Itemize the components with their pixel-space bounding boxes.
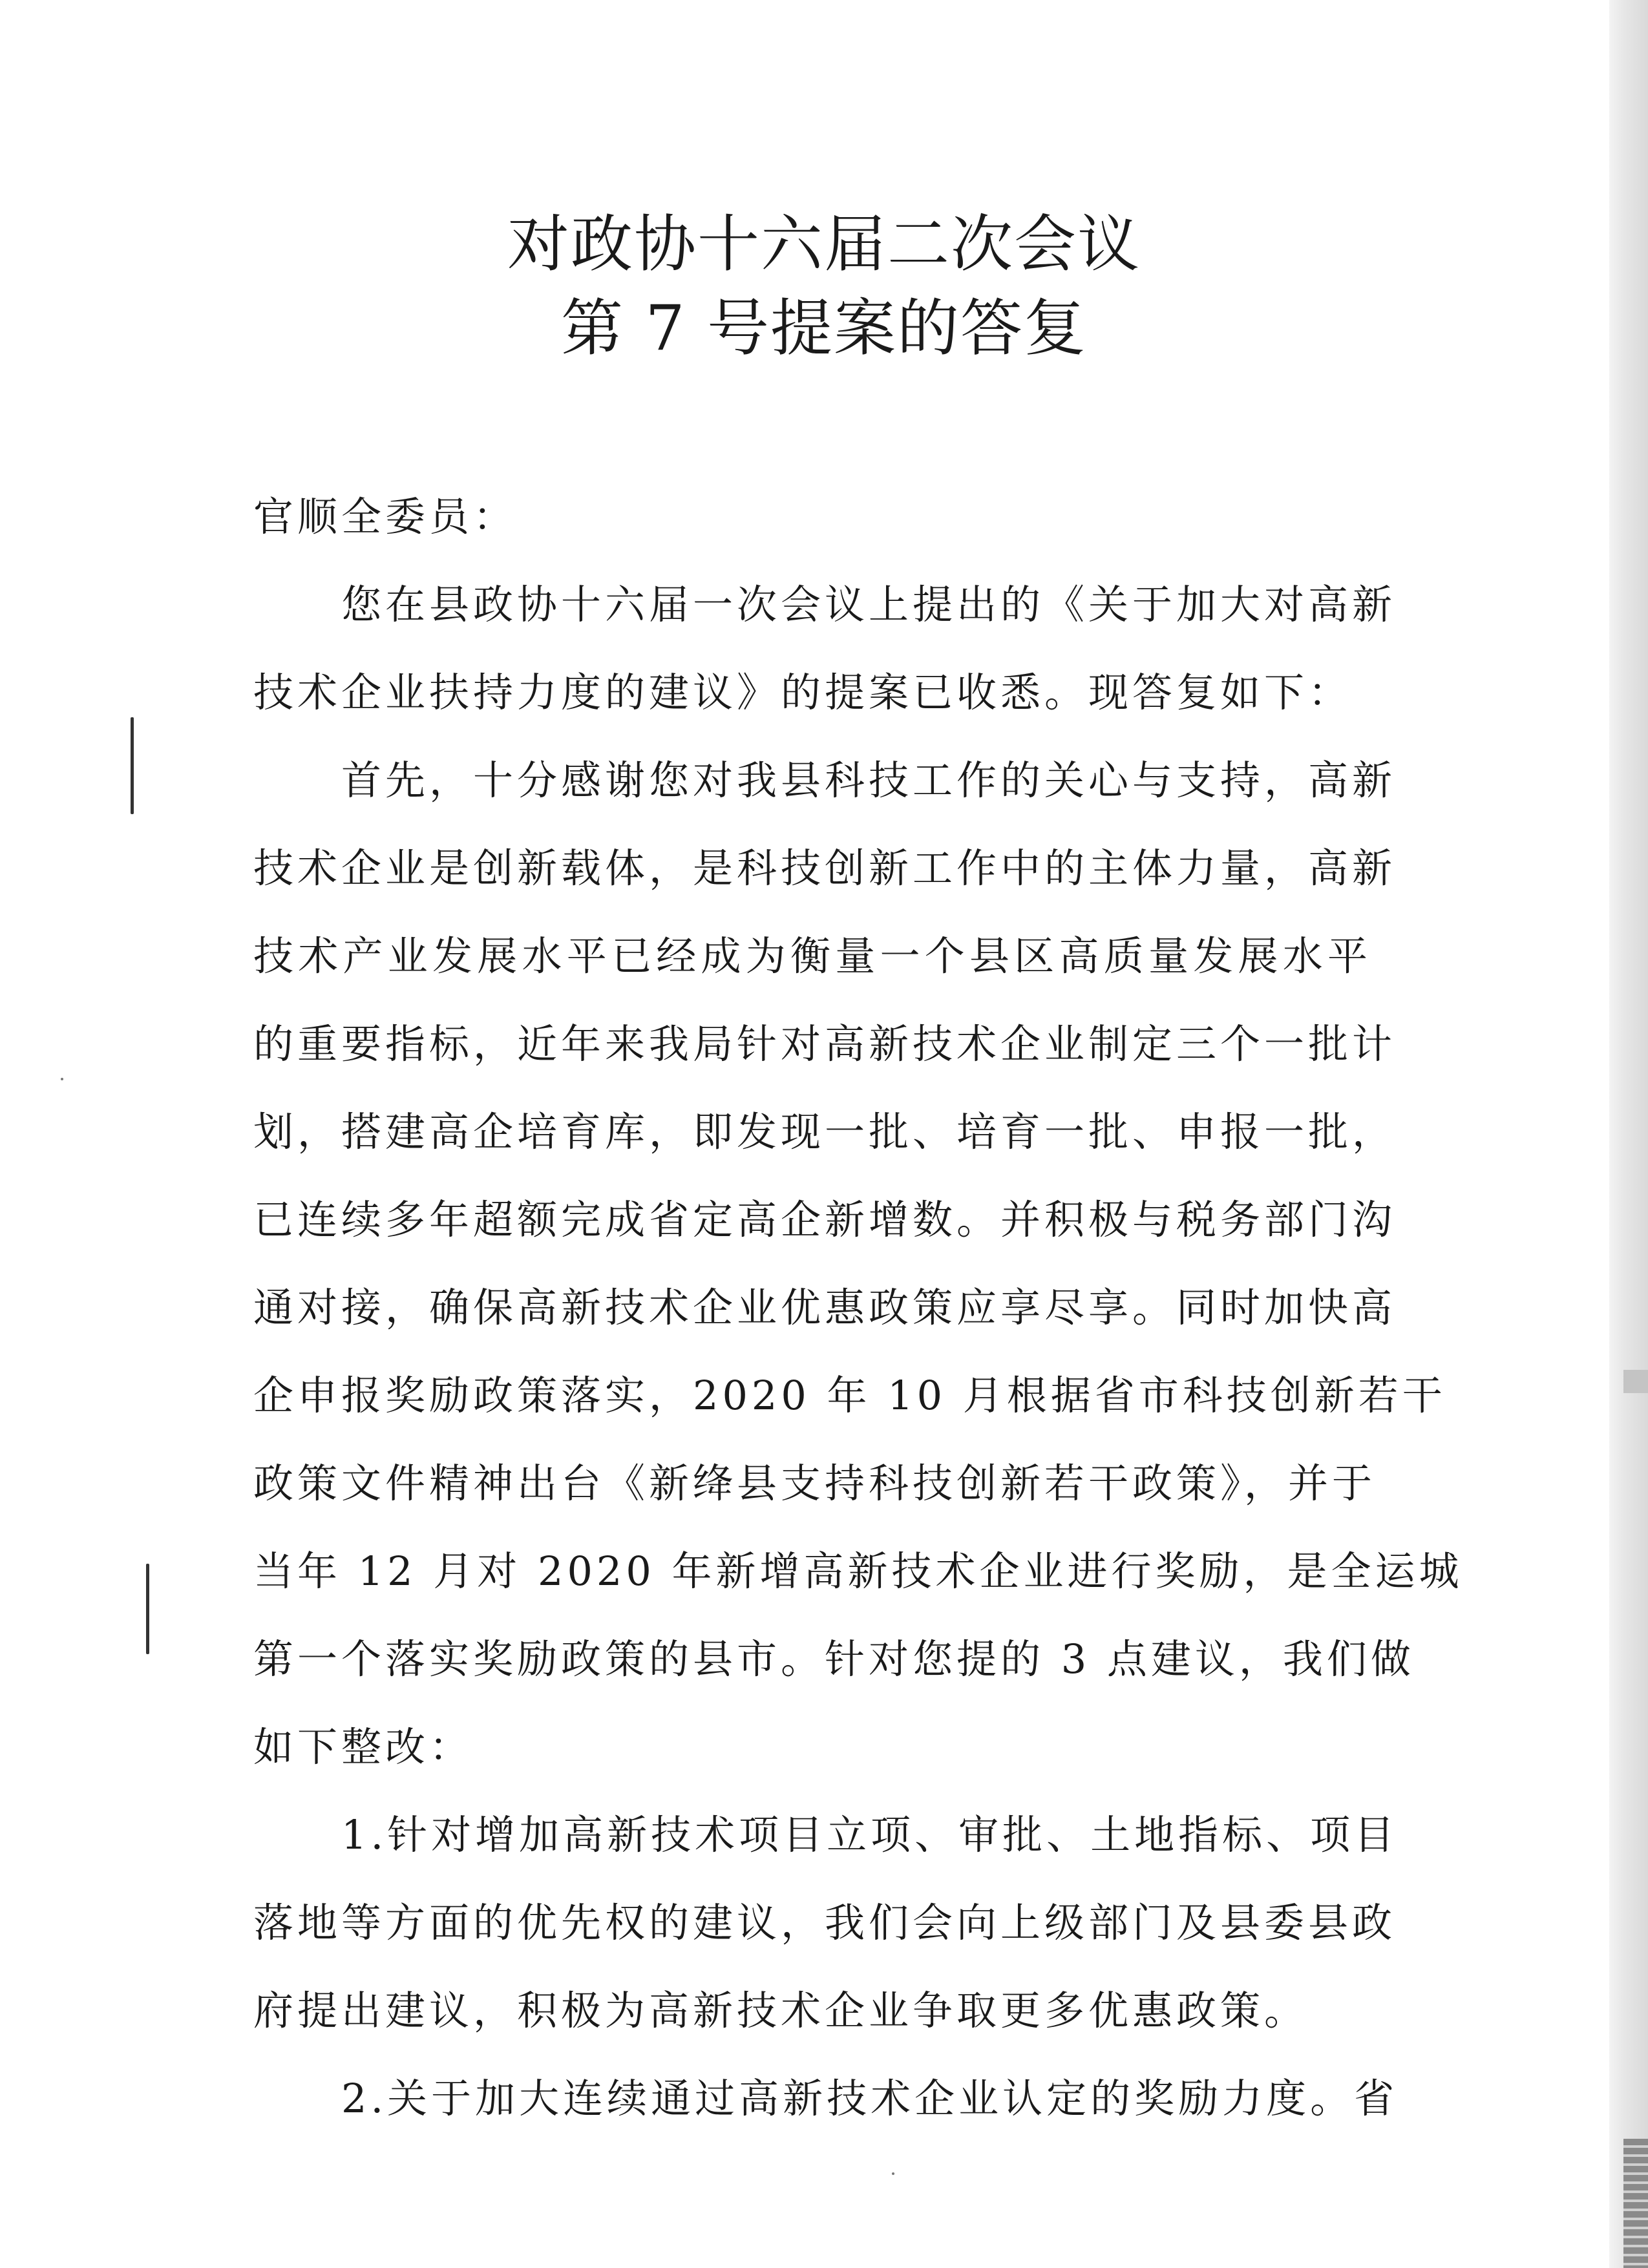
- body-line: 技术产业发展水平已经成为衡量一个县区高质量发展水平: [253, 932, 1371, 980]
- body-line: 落地等方面的优先权的建议，我们会向上级部门及县委县政: [253, 1899, 1397, 1946]
- scanner-edge-mark: [1623, 1370, 1648, 1393]
- body-line: 的重要指标，近年来我局针对高新技术企业制定三个一批计: [253, 1020, 1397, 1067]
- body-line: 政策文件精神出台《新绛县支持科技创新若干政策》，并于: [253, 1460, 1377, 1507]
- binder-mark-bottom: [146, 1564, 149, 1654]
- body-line: 通对接，确保高新技术企业优惠政策应享尽享。同时加快高: [253, 1284, 1397, 1331]
- body-line: 首先，十分感谢您对我县科技工作的关心与支持，高新: [253, 757, 1397, 804]
- document-body: [253, 473, 1463, 2143]
- body-line: 府提出建议，积极为高新技术企业争取更多优惠政策。: [253, 1987, 1309, 2034]
- document-title-line-1: 对政协十六届二次会议: [507, 208, 1141, 280]
- scan-speck: [61, 1078, 63, 1080]
- scan-speck: [892, 2172, 894, 2175]
- body-line: 技术企业是创新载体，是科技创新工作中的主体力量，高新: [253, 845, 1397, 892]
- salutation: 官顺全委员：: [253, 493, 518, 540]
- body-line: 2.关于加大连续通过高新技术企业认定的奖励力度。省: [253, 2075, 1399, 2122]
- body-line: 当年 12 月对 2020 年新增高新技术企业进行奖励，是全运城: [253, 1548, 1463, 1595]
- body-line: 技术企业扶持力度的建议》的提案已收悉。现答复如下：: [253, 669, 1353, 716]
- document-title-line-2: 第 7 号提案的答复: [560, 292, 1088, 364]
- body-line: 您在县政协十六届一次会议上提出的《关于加大对高新: [253, 581, 1397, 628]
- body-line: 企申报奖励政策落实，2020 年 10 月根据省市科技创新若干: [253, 1372, 1446, 1419]
- body-line: 已连续多年超额完成省定高企新增数。并积极与税务部门沟: [253, 1196, 1397, 1243]
- body-line: 划，搭建高企培育库，即发现一批、培育一批、申报一批，: [253, 1108, 1397, 1155]
- body-line: 第一个落实奖励政策的县市。针对您提的 3 点建议，我们做: [253, 1635, 1415, 1683]
- binder-mark-top: [131, 717, 134, 814]
- body-line: 如下整改：: [253, 1723, 474, 1770]
- scanner-edge-pattern: [1623, 2139, 1648, 2268]
- body-line: 1.针对增加高新技术项目立项、审批、土地指标、项目: [253, 1811, 1399, 1858]
